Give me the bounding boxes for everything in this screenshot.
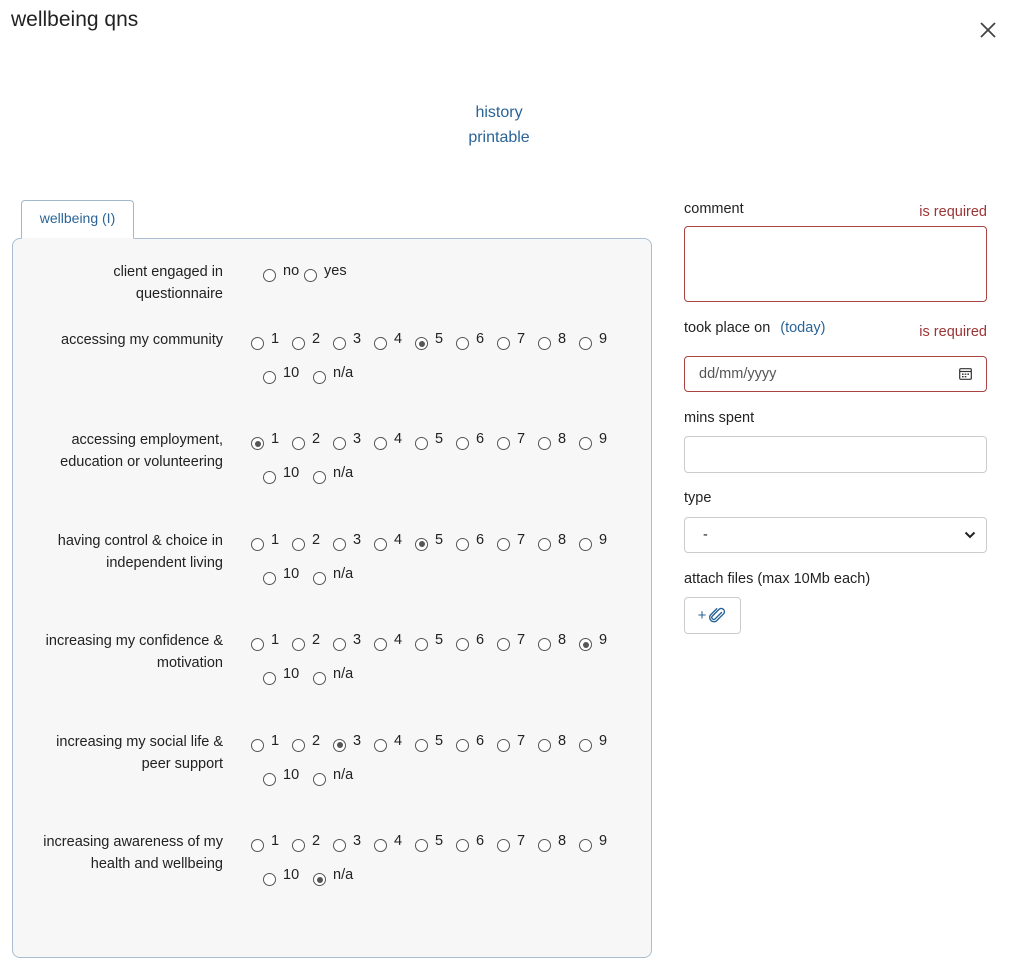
radio-button[interactable] [497, 337, 510, 350]
radio-option[interactable] [313, 766, 363, 800]
radio-option[interactable] [579, 631, 620, 665]
radio-option-label: 2 [312, 632, 321, 649]
radio-option[interactable] [374, 832, 415, 866]
radio-button[interactable] [497, 739, 510, 752]
radio-option-label: 2 [312, 531, 321, 548]
radio-button[interactable] [263, 572, 276, 585]
radio-option-label: 3 [353, 732, 362, 749]
radio-button[interactable] [292, 739, 305, 752]
radio-option-label: 1 [271, 833, 280, 849]
radio-option[interactable] [251, 531, 292, 565]
radio-option-label: 7 [517, 431, 526, 448]
radio-option-label: 1 [271, 531, 280, 548]
radio-option[interactable] [579, 531, 620, 565]
question-label: accessing employment, education or volunteering [60, 432, 223, 471]
question-label: having control & choice in independent living [57, 532, 223, 571]
radio-option[interactable] [456, 330, 497, 364]
radio-option-label: 10 [283, 666, 300, 683]
radio-button-selected[interactable] [251, 437, 264, 450]
radio-button[interactable] [263, 873, 276, 886]
radio-option-label: 3 [353, 833, 362, 849]
calendar-icon[interactable] [959, 367, 972, 380]
radio-option-label: 2 [312, 431, 321, 448]
history-link[interactable]: history [475, 104, 523, 121]
radio-option[interactable] [579, 732, 620, 766]
radio-option[interactable] [579, 330, 620, 364]
radio-option[interactable] [251, 330, 292, 364]
radio-button[interactable] [456, 638, 469, 651]
radio-option[interactable] [415, 531, 456, 565]
radio-option-label: 5 [435, 331, 444, 347]
question-options [251, 330, 651, 398]
radio-option[interactable] [263, 364, 313, 398]
radio-option-label: n/a [333, 465, 354, 482]
radio-button[interactable] [251, 839, 264, 852]
radio-option[interactable] [497, 531, 538, 565]
radio-button[interactable] [415, 839, 428, 852]
radio-button-selected[interactable] [579, 638, 592, 651]
radio-option[interactable] [292, 531, 333, 565]
radio-option[interactable] [579, 832, 620, 866]
today-link[interactable]: (today) [780, 320, 826, 336]
radio-option[interactable] [333, 330, 374, 364]
radio-option-label: 7 [517, 833, 526, 849]
radio-option[interactable] [538, 631, 579, 665]
radio-option-label: 1 [271, 431, 280, 448]
question-label: increasing my confidence & motivation [45, 633, 223, 672]
mins-input[interactable] [684, 436, 987, 473]
radio-button-selected[interactable] [333, 739, 346, 752]
radio-option-label: 10 [283, 465, 300, 482]
comment-required: is required [919, 204, 987, 220]
radio-button-selected[interactable] [313, 873, 326, 886]
radio-option[interactable] [263, 866, 313, 900]
radio-option-label: 6 [476, 331, 485, 347]
radio-option-label: 10 [283, 365, 300, 381]
radio-option-label: 9 [599, 732, 608, 749]
radio-button[interactable] [263, 269, 276, 282]
question-label: accessing my community [61, 332, 223, 348]
radio-option[interactable] [415, 631, 456, 665]
radio-button[interactable] [497, 638, 510, 651]
radio-option[interactable] [313, 364, 363, 398]
radio-option-label: 10 [283, 565, 300, 582]
radio-option[interactable] [292, 732, 333, 766]
radio-button[interactable] [415, 638, 428, 651]
radio-option-label: 5 [435, 531, 444, 548]
radio-option[interactable] [313, 565, 363, 599]
comment-label: comment [684, 201, 744, 217]
radio-option[interactable] [497, 732, 538, 766]
radio-button[interactable] [292, 538, 305, 551]
radio-option[interactable] [497, 430, 538, 464]
radio-button[interactable] [292, 638, 305, 651]
radio-option-label: 6 [476, 431, 485, 448]
radio-button[interactable] [579, 839, 592, 852]
radio-option[interactable] [333, 832, 374, 866]
radio-button-selected[interactable] [415, 538, 428, 551]
radio-button[interactable] [374, 538, 387, 551]
radio-button[interactable] [415, 739, 428, 752]
radio-option-label: 3 [353, 632, 362, 649]
radio-option-label: 5 [435, 732, 444, 749]
radio-option-label: 1 [271, 632, 280, 649]
chevron-down-icon [964, 530, 976, 540]
radio-option-label: 4 [394, 531, 403, 548]
radio-button[interactable] [579, 337, 592, 350]
radio-option[interactable] [579, 430, 620, 464]
radio-option[interactable] [292, 330, 333, 364]
radio-button[interactable] [251, 538, 264, 551]
radio-option-label: 5 [435, 632, 444, 649]
radio-button[interactable] [579, 437, 592, 450]
question-options [251, 732, 651, 800]
radio-button[interactable] [313, 572, 326, 585]
radio-option-label: 3 [353, 331, 362, 347]
comment-textarea[interactable] [684, 226, 987, 302]
mins-label: mins spent [684, 410, 755, 426]
radio-option[interactable] [497, 631, 538, 665]
radio-button[interactable] [251, 337, 264, 350]
radio-option[interactable] [292, 832, 333, 866]
radio-button[interactable] [456, 739, 469, 752]
question-label: increasing awareness of my health and wellbeing [43, 834, 223, 872]
radio-option-label: 4 [394, 431, 403, 448]
radio-option[interactable] [538, 531, 579, 565]
question-options [251, 832, 651, 900]
radio-option-label: 9 [599, 331, 608, 347]
question-options [251, 531, 651, 599]
radio-option[interactable] [251, 430, 292, 464]
radio-option[interactable] [292, 430, 333, 464]
radio-button[interactable] [497, 538, 510, 551]
radio-option-label: 2 [312, 331, 321, 347]
radio-button[interactable] [538, 839, 551, 852]
radio-button[interactable] [304, 269, 317, 282]
radio-option[interactable] [374, 430, 415, 464]
radio-button[interactable] [333, 538, 346, 551]
radio-option[interactable] [497, 832, 538, 866]
radio-option[interactable] [456, 732, 497, 766]
radio-option-label: 9 [599, 833, 608, 849]
radio-option[interactable] [263, 464, 313, 498]
type-label: type [684, 490, 712, 506]
engaged-options [251, 262, 651, 296]
radio-option-label: 4 [394, 732, 403, 749]
radio-option-label: 9 [599, 632, 608, 649]
radio-option-label: 4 [394, 632, 403, 649]
radio-option[interactable] [333, 531, 374, 565]
radio-option-label: 9 [599, 531, 608, 548]
radio-option[interactable] [313, 464, 363, 498]
radio-option[interactable] [333, 631, 374, 665]
radio-button[interactable] [313, 471, 326, 484]
radio-option[interactable] [263, 766, 313, 800]
radio-button[interactable] [292, 839, 305, 852]
radio-option[interactable] [415, 330, 456, 364]
radio-option-label: 8 [558, 331, 567, 347]
radio-option[interactable] [456, 430, 497, 464]
radio-option[interactable] [313, 866, 363, 900]
radio-option-label: 8 [558, 531, 567, 548]
type-selected-value: - [703, 527, 708, 543]
radio-option-label: 3 [353, 531, 362, 548]
radio-option-label: yes [324, 263, 347, 279]
radio-option-label: 10 [283, 867, 300, 883]
radio-option-label: 1 [271, 732, 280, 749]
radio-button[interactable] [374, 337, 387, 350]
radio-button[interactable] [497, 437, 510, 450]
radio-option[interactable] [374, 531, 415, 565]
radio-option-label: 3 [353, 431, 362, 448]
radio-option-label: 1 [271, 331, 280, 347]
radio-option[interactable] [251, 732, 292, 766]
radio-option-label: 10 [283, 766, 300, 783]
radio-option[interactable] [263, 665, 313, 699]
radio-option-label: 2 [312, 833, 321, 849]
radio-button[interactable] [333, 337, 346, 350]
radio-option[interactable] [292, 631, 333, 665]
question-options [251, 430, 651, 498]
radio-button[interactable] [333, 839, 346, 852]
radio-option[interactable] [456, 531, 497, 565]
took-place-text: took place on [684, 320, 771, 336]
radio-option[interactable] [251, 631, 292, 665]
radio-button[interactable] [333, 638, 346, 651]
type-select[interactable] [684, 517, 987, 553]
radio-button[interactable] [313, 672, 326, 685]
radio-option[interactable] [374, 732, 415, 766]
radio-button[interactable] [456, 538, 469, 551]
close-icon[interactable] [976, 18, 1000, 42]
radio-option-label: n/a [333, 867, 354, 883]
paperclip-icon [709, 607, 727, 625]
tab-wellbeing[interactable]: wellbeing (I) [21, 200, 134, 239]
radio-button[interactable] [263, 672, 276, 685]
radio-option[interactable] [263, 565, 313, 599]
radio-button[interactable] [579, 538, 592, 551]
radio-option-label: 7 [517, 331, 526, 347]
radio-option-label: 8 [558, 732, 567, 749]
radio-option-label: 5 [435, 431, 444, 448]
radio-option[interactable] [415, 732, 456, 766]
attach-label: attach files (max 10Mb each) [684, 571, 871, 587]
radio-option-label: 5 [435, 833, 444, 849]
top-links [440, 100, 558, 150]
questionnaire-panel [12, 238, 652, 958]
radio-option[interactable] [374, 631, 415, 665]
radio-option[interactable] [497, 330, 538, 364]
radio-option[interactable] [538, 732, 579, 766]
radio-option-label: n/a [333, 565, 354, 582]
question-options [251, 631, 651, 699]
attach-plus: + [697, 607, 707, 624]
radio-button[interactable] [313, 773, 326, 786]
radio-button[interactable] [263, 471, 276, 484]
radio-option-label: n/a [333, 666, 354, 683]
radio-option[interactable] [456, 631, 497, 665]
radio-button[interactable] [579, 739, 592, 752]
radio-option[interactable] [263, 262, 304, 296]
radio-option-label: 6 [476, 632, 485, 649]
radio-option[interactable] [374, 330, 415, 364]
attach-files-button[interactable] [684, 597, 741, 634]
radio-option-label: 6 [476, 531, 485, 548]
date-input[interactable] [684, 356, 987, 392]
radio-button[interactable] [263, 371, 276, 384]
radio-option-label: 8 [558, 431, 567, 448]
radio-option[interactable] [333, 430, 374, 464]
radio-button[interactable] [456, 839, 469, 852]
radio-button[interactable] [538, 337, 551, 350]
radio-button[interactable] [497, 839, 510, 852]
radio-button[interactable] [251, 739, 264, 752]
radio-option-label: 4 [394, 833, 403, 849]
radio-button[interactable] [415, 437, 428, 450]
radio-button[interactable] [456, 337, 469, 350]
radio-option[interactable] [304, 262, 345, 296]
radio-button[interactable] [538, 739, 551, 752]
radio-option[interactable] [456, 832, 497, 866]
radio-option[interactable] [313, 665, 363, 699]
radio-option-label: 7 [517, 531, 526, 548]
radio-button[interactable] [313, 371, 326, 384]
radio-option-label: no [283, 263, 300, 279]
radio-button[interactable] [333, 437, 346, 450]
radio-button[interactable] [374, 839, 387, 852]
radio-option-label: 6 [476, 732, 485, 749]
radio-option-label: 8 [558, 632, 567, 649]
radio-option-label: 7 [517, 732, 526, 749]
question-label: increasing my social life & peer support [56, 733, 223, 772]
radio-option-label: n/a [333, 365, 354, 381]
radio-option-label: 9 [599, 431, 608, 448]
date-placeholder: dd/mm/yyyy [699, 366, 777, 382]
radio-button[interactable] [456, 437, 469, 450]
radio-option-label: 8 [558, 833, 567, 849]
dialog-title: wellbeing qns [11, 8, 139, 31]
radio-option[interactable] [538, 330, 579, 364]
radio-option[interactable] [415, 832, 456, 866]
radio-option-label: 6 [476, 833, 485, 849]
radio-button[interactable] [374, 437, 387, 450]
radio-button-selected[interactable] [415, 337, 428, 350]
radio-option[interactable] [415, 430, 456, 464]
radio-option-label: 2 [312, 732, 321, 749]
radio-button[interactable] [263, 773, 276, 786]
radio-option-label: 4 [394, 331, 403, 347]
radio-button[interactable] [292, 337, 305, 350]
printable-link[interactable]: printable [468, 129, 530, 146]
radio-button[interactable] [374, 739, 387, 752]
radio-button[interactable] [374, 638, 387, 651]
radio-option[interactable] [538, 832, 579, 866]
took-place-label [684, 320, 825, 336]
radio-button[interactable] [538, 437, 551, 450]
radio-button[interactable] [538, 538, 551, 551]
radio-option-label: n/a [333, 766, 354, 783]
radio-button[interactable] [292, 437, 305, 450]
radio-button[interactable] [251, 638, 264, 651]
radio-option[interactable] [251, 832, 292, 866]
took-place-required: is required [919, 324, 987, 340]
radio-option-label: 7 [517, 632, 526, 649]
radio-option[interactable] [333, 732, 374, 766]
radio-option[interactable] [538, 430, 579, 464]
radio-button[interactable] [538, 638, 551, 651]
engaged-label: client engaged in questionnaire [113, 264, 223, 302]
